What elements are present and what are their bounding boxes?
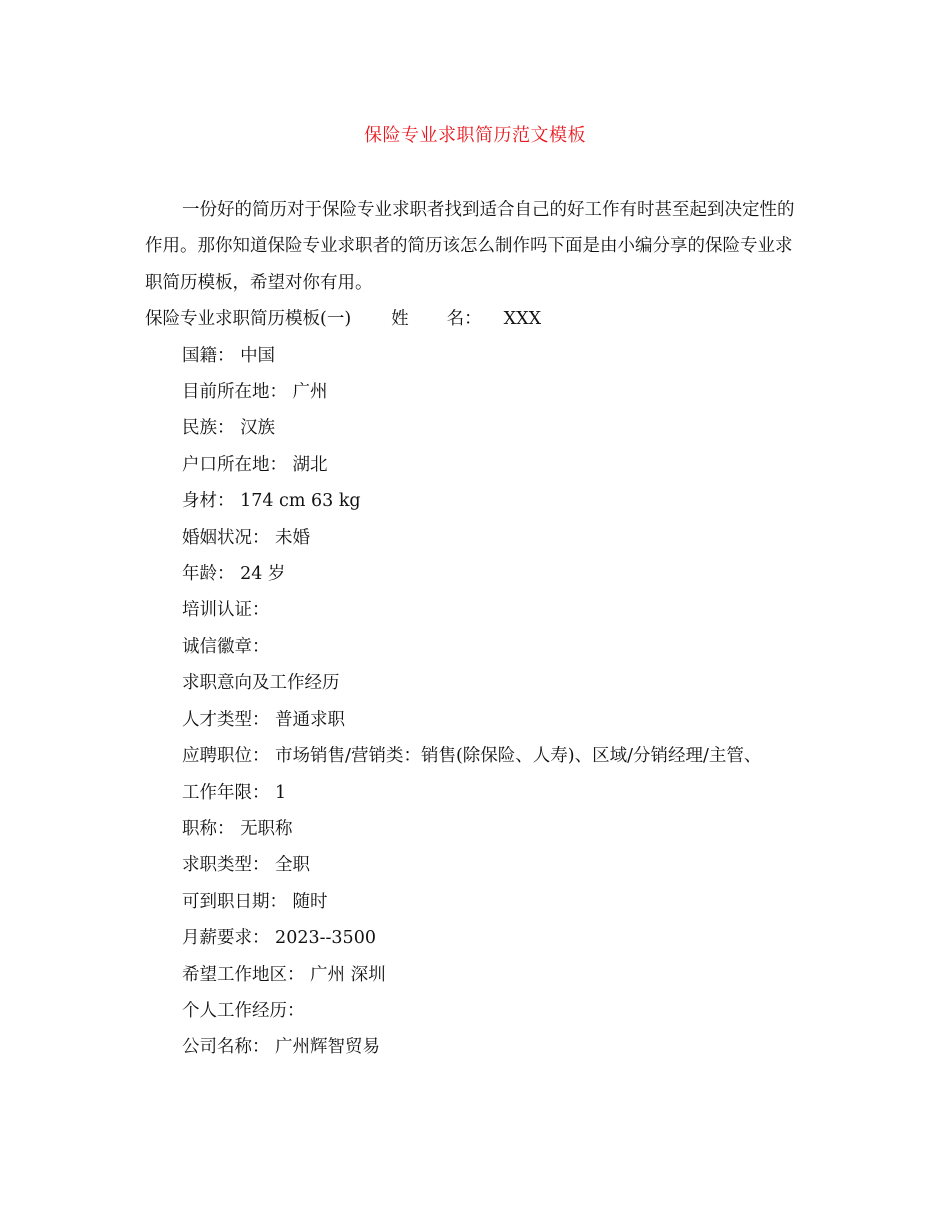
field-age: 年龄： 24 岁: [182, 564, 286, 585]
field-company-name: 公司名称： 广州辉智贸易: [182, 1037, 381, 1058]
field-certification: 培训认证：: [182, 600, 270, 621]
field-current-location: 目前所在地： 广州: [182, 382, 328, 403]
field-preferred-area: 希望工作地区： 广州 深圳: [182, 964, 386, 985]
field-position-applied: 应聘职位： 市场销售/营销类：销售(除保险、人寿)、区域/分销经理/主管、: [182, 746, 762, 767]
intro-paragraph: 一份好的简历对于保险专业求职者找到适合自己的好工作有时甚至起到决定性的作用。那你知道保险专业求职者的简历该怎么制作吗下面是由小编分享的保险专业求职简历模板，希望对你有用。: [145, 200, 795, 293]
name-value: XXX: [503, 309, 542, 330]
field-ethnicity: 民族： 汉族: [182, 418, 276, 439]
field-integrity-badge: 诚信徽章：: [182, 636, 270, 657]
name-label-part-1: 姓: [391, 309, 409, 330]
name-label-part-2: 名：: [446, 309, 482, 330]
template-heading-line: [145, 301, 805, 337]
document-title: 保险专业求职简历范文模板: [364, 125, 586, 146]
field-job-type: 求职类型： 全职: [182, 855, 311, 876]
field-hukou: 户口所在地： 湖北: [182, 454, 328, 475]
field-marital-status: 婚姻状况： 未婚: [182, 527, 311, 548]
section-job-intent: 求职意向及工作经历: [182, 673, 340, 694]
field-physique: 身材： 174 cm 63 kg: [182, 491, 361, 512]
field-job-title: 职称： 无职称: [182, 818, 293, 839]
field-work-years: 工作年限： 1: [182, 782, 287, 803]
document-body: [145, 192, 805, 1066]
field-work-experience: 个人工作经历：: [182, 1000, 305, 1021]
field-start-date: 可到职日期： 随时: [182, 891, 328, 912]
field-talent-type: 人才类型： 普通求职: [182, 709, 346, 730]
template-heading-label: 保险专业求职简历模板(一): [145, 309, 352, 330]
field-salary: 月薪要求： 2023--3500: [182, 928, 376, 949]
field-nationality: 国籍： 中国: [182, 345, 276, 366]
